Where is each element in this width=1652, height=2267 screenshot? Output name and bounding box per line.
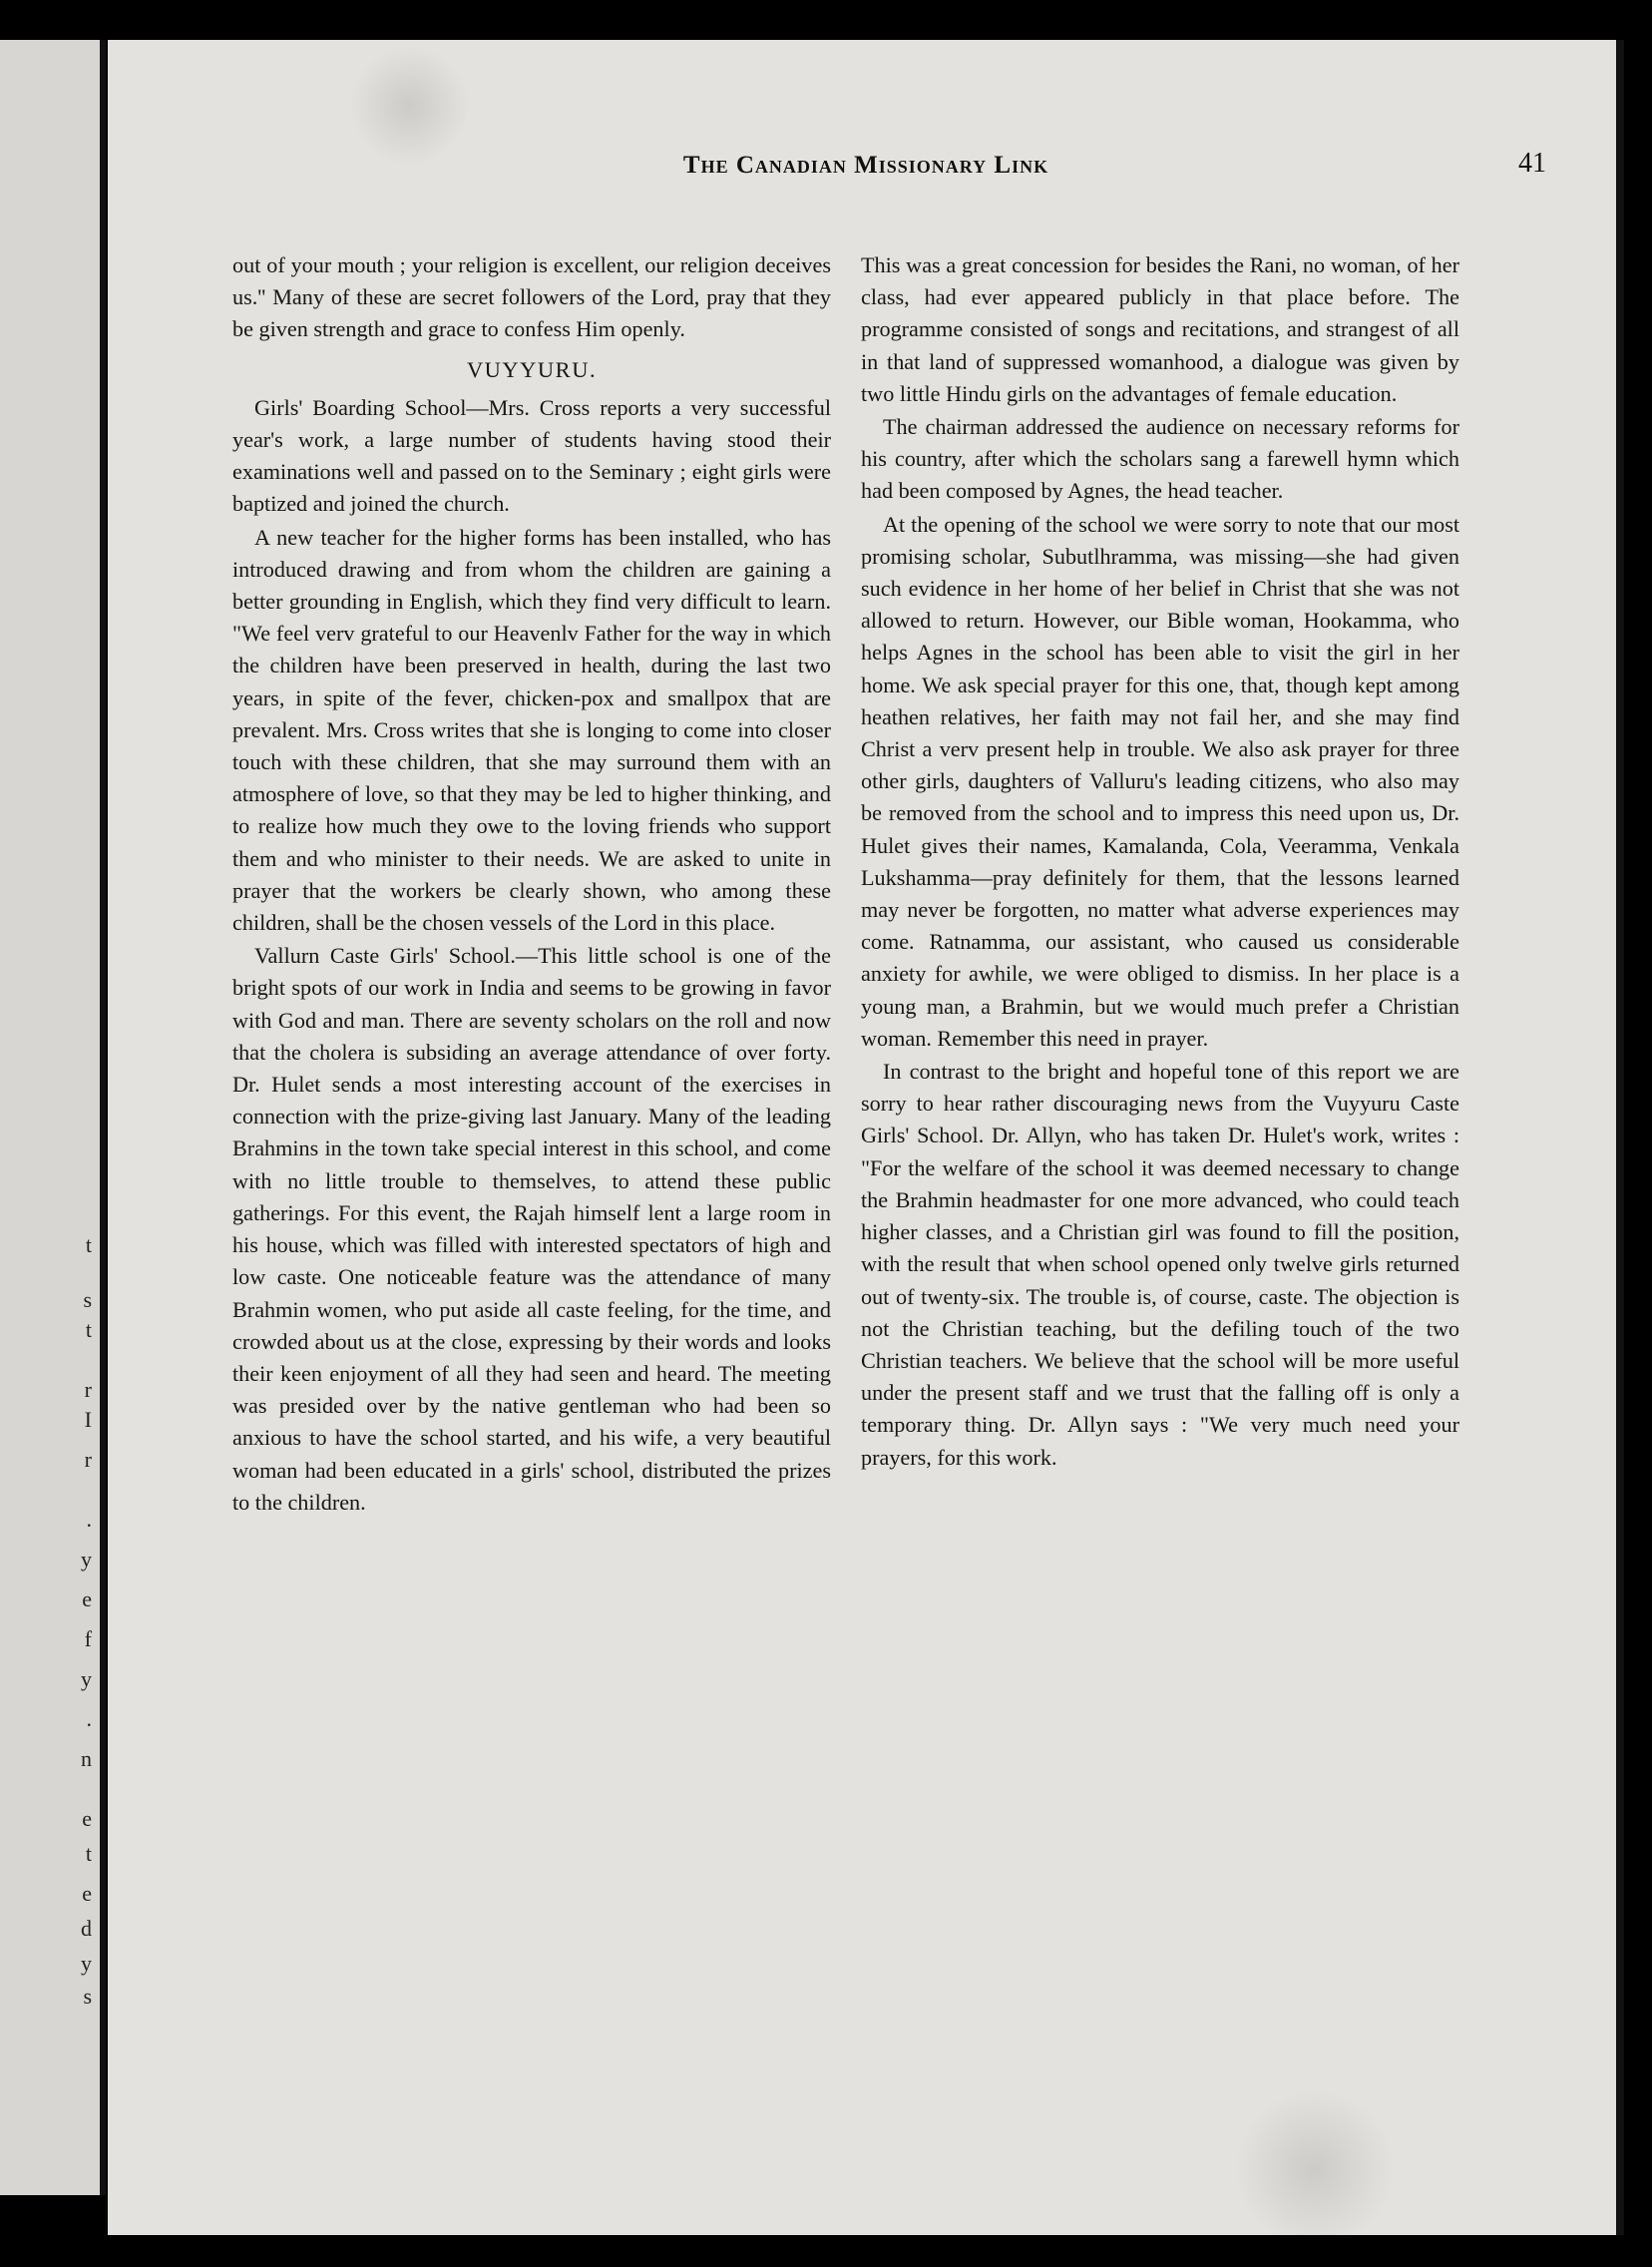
- paragraph: This was a great concession for besides the Rani, no woman, of her class, had ever appeared publicly in that place before. The programme consisted of songs and recitations, and strangest of all in that land of suppressed womanhood, a dialogue was given by two little Hindu girls on the advantages of female education.: [861, 252, 1459, 406]
- margin-fragment: e: [82, 1806, 92, 1831]
- paragraph: Girls' Boarding School—Mrs. Cross reports a very successful year's work, a large number of students having stood their examinations well and passed on to the Seminary ; eight girls were baptized and joined the church.: [232, 394, 831, 517]
- margin-fragment: n: [81, 1746, 92, 1771]
- document-page: [108, 40, 1624, 2235]
- left-column: [232, 249, 831, 1519]
- margin-fragment: e: [82, 1587, 92, 1611]
- section-heading: VUYYURU.: [466, 356, 598, 382]
- margin-fragment: I: [84, 1407, 92, 1432]
- margin-fragment: y: [81, 1547, 92, 1572]
- margin-fragment: y: [81, 1951, 92, 1976]
- running-title: The Canadian Missionary Link: [682, 152, 1049, 179]
- margin-fragment: f: [84, 1626, 92, 1651]
- paragraph: The chairman addressed the audience on necessary reforms for his country, after which the scholars sang a farewell hymn which had been composed by Agnes, the head teacher.: [861, 414, 1459, 504]
- paragraph: A new teacher for the higher forms has been installed, who has introduced drawing and from whom the children are gaining a better grounding in English, which they find very difficult to learn. "We feel verv grateful to our Heavenlv Father for the way in which the children have been preserved in health, during the last two years, in spite of the fever, chicken-pox and smallpox that are prevalent. Mrs. Cross writes that she is longing to come into closer touch with these children, that she may surround them with an atmosphere of love, so that they may be led to higher thinking, and to realize how much they owe to the loving friends who support them and who minister to their needs. We are asked to unite in prayer that the workers be clearly shown, who among these children, shall be the chosen vessels of the Lord in this place.: [232, 524, 831, 936]
- right-column: [861, 249, 1459, 1474]
- margin-fragment: d: [81, 1916, 92, 1941]
- margin-fragment: e: [82, 1881, 92, 1906]
- paragraph: At the opening of the school we were sorry to note that our most promising scholar, Subutlhramma, was missing—she had given such evidence in her home of her belief in Christ that she was not allowed to return. However, our Bible woman, Hookamma, who helps Agnes in the school has been able to visit the girl in her home. We ask special prayer for this one, that, though kept among heathen relatives, her faith may not fail her, and she may find Christ a verv present help in trouble. We also ask prayer for three other girls, daughters of Valluru's leading citizens, who also may be removed from the school and to impress this need upon us, Dr. Hulet gives their names, Kamalanda, Cola, Veeramma, Venkala Lukshamma—pray definitely for them, that the lessons learned may never be forgotten, no matter what adverse experiences may come. Ratnamma, our assistant, who caused us considerable anxiety for awhile, we were obliged to dismiss. In her place is a young man, a Brahmin, but we would much prefer a Christian woman. Remember this need in prayer.: [861, 511, 1459, 1051]
- margin-fragment: s: [83, 1287, 92, 1312]
- adjacent-page-edge: [0, 40, 106, 2195]
- margin-fragment: t: [85, 1232, 92, 1257]
- margin-fragment: r: [84, 1377, 92, 1402]
- page-number: 41: [1518, 148, 1546, 179]
- margin-fragment: .: [86, 1706, 92, 1731]
- margin-fragment: t: [85, 1841, 92, 1866]
- margin-fragment: .: [86, 1507, 92, 1532]
- paragraph: out of your mouth ; your religion is excellent, our religion deceives us.'' Many of these are secret followers of the Lord, pray that they be given strength and grace to confess Him openly.: [232, 252, 831, 342]
- paragraph: In contrast to the bright and hopeful tone of this report we are sorry to hear rather discouraging news from the Vuyyuru Caste Girls' School. Dr. Allyn, who has taken Dr. Hulet's work, writes : "For the welfare of the school it was deemed necessary to change the Brahmin headmaster for one more advanced, who could teach higher classes, and a Christian girl was found to fill the position, with the result that when school opened only twelve girls returned out of twenty-six. The trouble is, of course, caste. The objection is not the Christian teaching, but the defiling touch of the two Christian teachers. We believe that the school will be more useful under the present staff and we trust that the falling off is only a temporary thing. Dr. Allyn says : "We very much need your prayers, for this work.: [861, 1059, 1459, 1470]
- margin-fragment: y: [81, 1666, 92, 1691]
- margin-fragment: t: [85, 1317, 92, 1342]
- margin-fragment: s: [83, 1984, 92, 2009]
- margin-fragment: r: [84, 1447, 92, 1472]
- paragraph: Vallurn Caste Girls' School.—This little school is one of the bright spots of our work in India and seems to be growing in favor with God and man. There are seventy scholars on the roll and now that the cholera is subsiding an average attendance of over forty. Dr. Hulet sends a most interesting account of the exercises in connection with the prize-giving last January. Many of the leading Brahmins in the town take special interest in this school, and come with no little trouble to themselves, to attend these public gatherings. For this event, the Rajah himself lent a large room in his house, which was filled with interested spectators of high and low caste. One noticeable feature was the attendance of many Brahmin women, who put aside all caste feeling, for the time, and crowded about us at the close, expressing by their words and looks their keen enjoyment of all they had seen and heard. The meeting was presided over by the native gentleman who had been so anxious to have the school started, and his wife, a very beautiful woman had been educated in a girls' school, distributed the prizes to the children.: [232, 943, 831, 1515]
